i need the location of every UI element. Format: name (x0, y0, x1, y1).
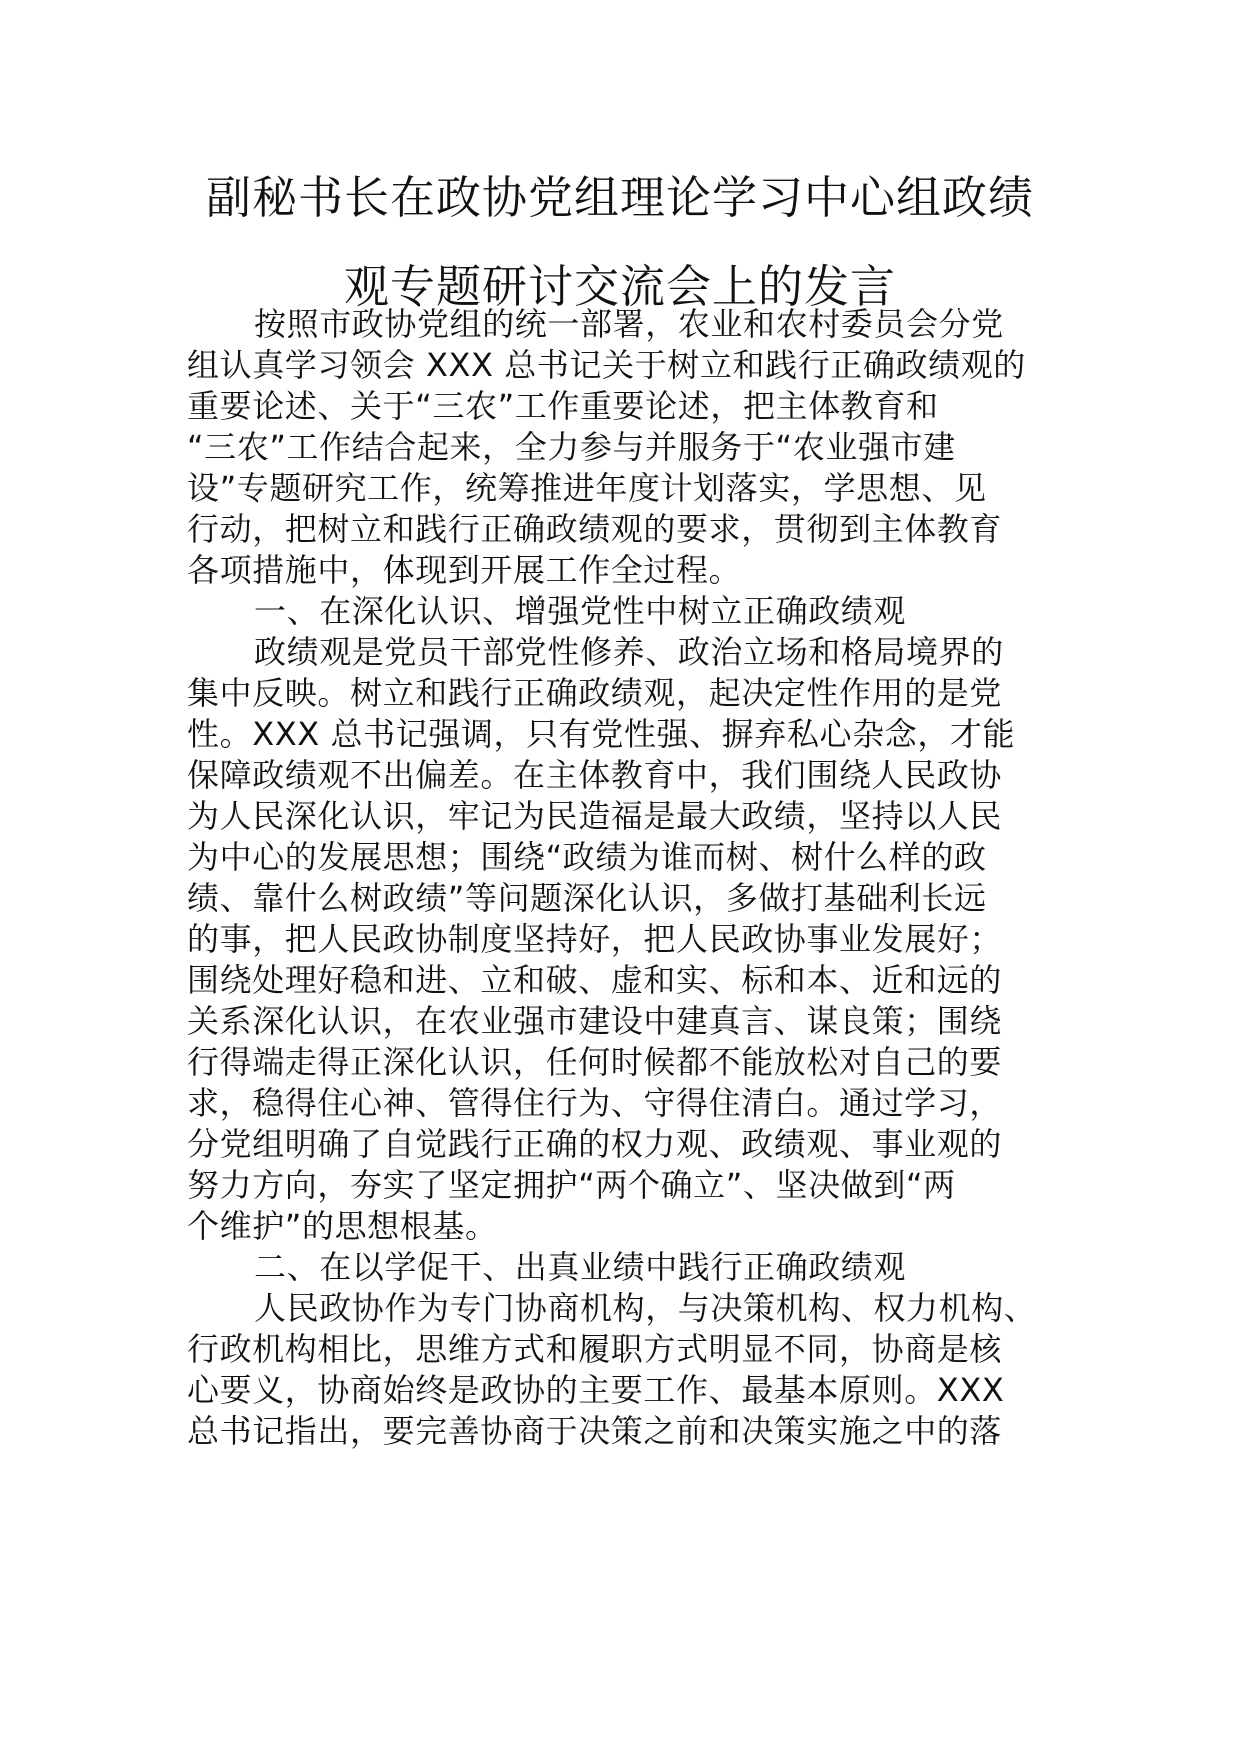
paragraph-line-10: 集中反映。树立和践行正确政绩观，起决定性作用的是党 (187, 674, 1003, 712)
paragraph-line-13: 为人民深化认识，牢记为民造福是最大政绩，坚持以人民 (187, 797, 1003, 835)
paragraph-line-4: “三农”工作结合起来，全力参与并服务于“农业强市建 (187, 428, 956, 466)
paragraph-line-6: 行动，把树立和践行正确政绩观的要求，贯彻到主体教育 (187, 510, 1003, 548)
paragraph-line-9: 政绩观是党员干部党性修养、政治立场和格局境界的 (254, 633, 1004, 671)
document-title-line-1: 副秘书长在政协党组理论学习中心组政绩 (205, 171, 1034, 224)
paragraph-line-22: 努力方向，夯实了坚定拥护“两个确立”、坚决做到“两 (187, 1166, 956, 1204)
paragraph-line-19: 行得端走得正深化认识，任何时候都不能放松对自己的要 (187, 1043, 1003, 1081)
paragraph-line-21: 分党组明确了自觉践行正确的权力观、政绩观、事业观的 (187, 1125, 1003, 1163)
paragraph-line-15: 绩、靠什么树政绩”等问题深化认识，多做打基础利长远 (187, 879, 987, 917)
paragraph-line-14: 为中心的发展思想；围绕“政绩为谁而树、树什么样的政 (187, 838, 987, 876)
paragraph-line-7: 各项措施中，体现到开展工作全过程。 (187, 551, 742, 589)
section-heading-1: 一、在深化认识、增强党性中树立正确政绩观 (254, 592, 907, 630)
section-heading-2: 二、在以学促干、出真业绩中践行正确政绩观 (254, 1248, 907, 1286)
paragraph-line-23: 个维护”的思想根基。 (187, 1207, 498, 1245)
paragraph-line-12: 保障政绩观不出偏差。在主体教育中，我们围绕人民政协 (187, 756, 1003, 794)
paragraph-line-27: 心要义，协商始终是政协的主要工作、最基本原则。XXX (187, 1371, 1005, 1409)
document-title-line-2: 观专题研讨交流会上的发言 (343, 260, 896, 313)
paragraph-line-17: 围绕处理好稳和进、立和破、虚和实、标和本、近和远的 (187, 961, 1003, 999)
paragraph-line-18: 关系深化认识，在农业强市建设中建真言、谋良策；围绕 (187, 1002, 1003, 1040)
paragraph-line-11: 性。XXX 总书记强调，只有党性强、摒弃私心杂念，才能 (187, 715, 1016, 753)
paragraph-line-25: 人民政协作为专门协商机构，与决策机构、权力机构、 (254, 1289, 1037, 1327)
paragraph-line-28: 总书记指出，要完善协商于决策之前和决策实施之中的落 (187, 1412, 1003, 1450)
paragraph-line-1: 按照市政协党组的统一部署，农业和农村委员会分党 (254, 305, 1004, 343)
paragraph-line-20: 求，稳得住心神、管得住行为、守得住清白。通过学习， (187, 1084, 1003, 1122)
paragraph-line-3: 重要论述、关于“三农”工作重要论述，把主体教育和 (187, 387, 939, 425)
paragraph-line-26: 行政机构相比，思维方式和履职方式明显不同，协商是核 (187, 1330, 1003, 1368)
paragraph-line-2: 组认真学习领会 XXX 总书记关于树立和践行正确政绩观的 (187, 346, 1026, 384)
paragraph-line-16: 的事，把人民政协制度坚持好，把人民政协事业发展好； (187, 920, 1003, 958)
paragraph-line-5: 设”专题研究工作，统筹推进年度计划落实，学思想、见 (187, 469, 987, 507)
